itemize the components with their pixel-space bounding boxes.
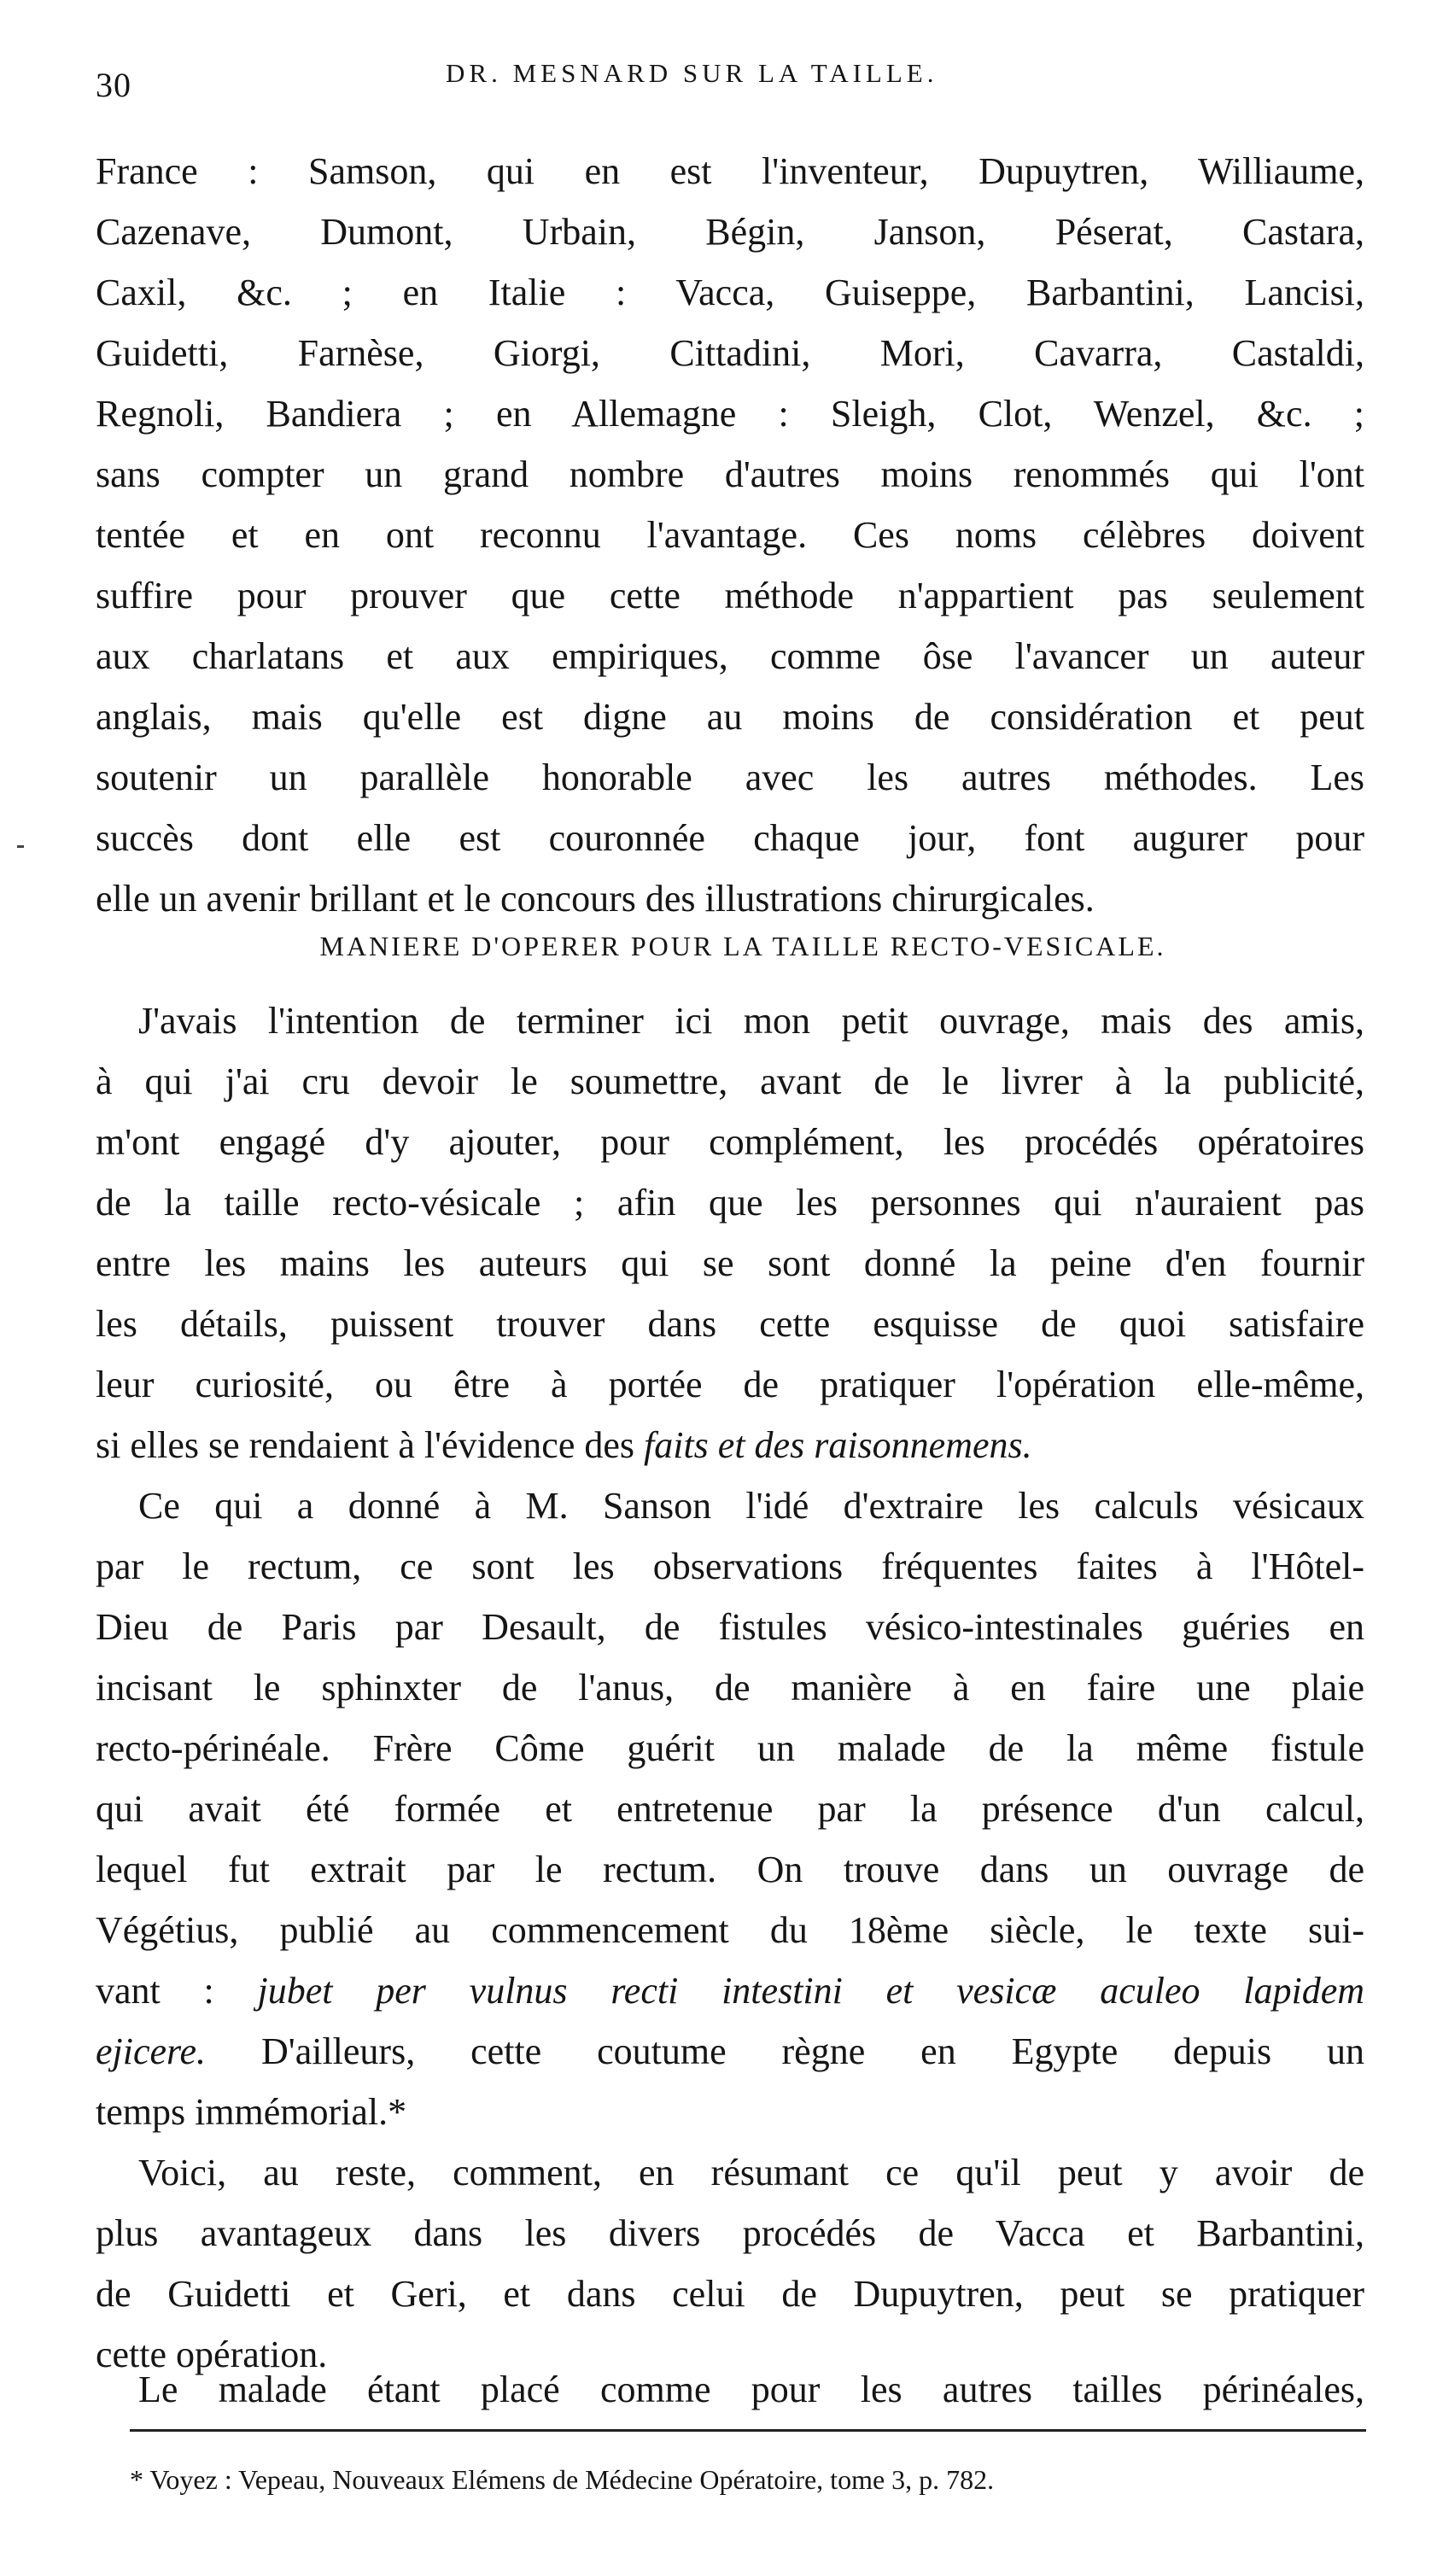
latin-quote: jubet per vulnus recti intestini et vesicæ aculeo lapidem <box>257 1970 1364 2012</box>
text-line: plus avantageux dans les divers procédés de Vacca et Barbantini, <box>96 2212 1364 2254</box>
section-heading: MANIERE D'OPERER POUR LA TAILLE RECTO-VESICALE. <box>319 931 1166 961</box>
text-line: de la taille recto-vésicale ; afin que les personnes qui n'auraient pas <box>96 1182 1364 1224</box>
latin-quote: ejicere. <box>96 2030 207 2072</box>
page-number: 30 <box>96 66 131 104</box>
paragraph-summary <box>96 2142 1364 2385</box>
text-line: suffire pour prouver que cette méthode n'appartient pas seulement <box>96 575 1364 616</box>
line-roman: vant : <box>96 1970 258 2012</box>
text-line: à qui j'ai cru devoir le soumettre, avant de le livrer à la publicité, <box>96 1060 1364 1102</box>
page-header <box>96 58 1366 118</box>
text-line: succès dont elle est couronnée chaque jour, font augurer pour <box>96 817 1364 859</box>
text-line: sans compter un grand nombre d'autres moins renommés qui l'ont <box>96 453 1364 495</box>
text-line: Regnoli, Bandiera ; en Allemagne : Sleigh, Clot, Wenzel, &c. ; <box>96 393 1364 435</box>
text-line: elle un avenir brillant et le concours des illustrations chirurgicales. <box>96 878 1095 920</box>
footnote-rule <box>130 2429 1366 2432</box>
text-line: qui avait été formée et entretenue par la présence d'un calcul, <box>96 1788 1364 1830</box>
text-line: Voici, au reste, comment, en résumant ce qu'il peut y avoir de <box>138 2152 1364 2193</box>
text-line: entre les mains les auteurs qui se sont donné la peine d'en fournir <box>96 1242 1364 1284</box>
text-line: les détails, puissent trouver dans cette esquisse de quoi satisfaire <box>96 1303 1364 1345</box>
text-line: cette opération. <box>96 2334 328 2375</box>
text-line: Cazenave, Dumont, Urbain, Bégin, Janson, Péserat, Castara, <box>96 211 1364 253</box>
text-line: incisant le sphinxter de l'anus, de manière à en faire une plaie <box>96 1667 1364 1709</box>
text-line: lequel fut extrait par le rectum. On trouve dans un ouvrage de <box>96 1849 1364 1890</box>
line-roman: si elles se rendaient à l'évidence des <box>96 1424 644 1466</box>
running-title: DR. MESNARD SUR LA TAILLE. <box>446 58 938 88</box>
text-line: leur curiosité, ou être à portée de pratiquer l'opération elle-même, <box>96 1364 1364 1405</box>
text-line: Ce qui a donné à M. Sanson l'idé d'extraire les calculs vésicaux <box>138 1485 1364 1527</box>
text-line <box>96 2021 1364 2082</box>
text-line: temps immémorial.* <box>96 2091 407 2133</box>
text-line: recto-périnéale. Frère Côme guérit un malade de la même fistule <box>96 1727 1364 1769</box>
text-line: Végétius, publié au commencement du 18ème siècle, le texte sui- <box>96 1909 1364 1951</box>
line-roman: D'ailleurs, cette coutume règne en Egypte depuis un <box>206 2030 1364 2072</box>
text-line <box>96 1415 1364 1475</box>
paragraph-history <box>96 1475 1364 2142</box>
text-line <box>96 1960 1364 2021</box>
text-line: anglais, mais qu'elle est digne au moins de considération et peut <box>96 696 1364 738</box>
text-line: Caxil, &c. ; en Italie : Vacca, Guiseppe, Barbantini, Lancisi, <box>96 272 1364 313</box>
text-line: J'avais l'intention de terminer ici mon petit ouvrage, mais des amis, <box>138 1000 1364 1042</box>
footnote: * Voyez : Vepeau, Nouveaux Elémens de Médecine Opératoire, tome 3, p. 782. <box>130 2464 995 2495</box>
text-line: aux charlatans et aux empiriques, comme ôse l'avancer un auteur <box>96 635 1364 677</box>
paragraph-procedure <box>96 2359 1364 2420</box>
text-line: m'ont engagé d'y ajouter, pour complément, les procédés opératoires <box>96 1121 1364 1163</box>
text-line: soutenir un parallèle honorable avec les autres méthodes. Les <box>96 756 1364 798</box>
text-line: Guidetti, Farnèse, Giorgi, Cittadini, Mori, Cavarra, Castaldi, <box>96 332 1364 374</box>
text-line: par le rectum, ce sont les observations fréquentes faites à l'Hôtel- <box>96 1545 1364 1587</box>
text-line: Le malade étant placé comme pour les autres tailles périnéales, <box>138 2369 1364 2410</box>
text-line: France : Samson, qui en est l'inventeur, Dupuytren, Williaume, <box>96 150 1364 192</box>
text-line: de Guidetti et Geri, et dans celui de Dupuytren, peut se pratiquer <box>96 2273 1364 2315</box>
margin-mark <box>17 845 24 848</box>
text-line: tentée et en ont reconnu l'avantage. Ces noms célèbres doivent <box>96 514 1364 556</box>
text-line: Dieu de Paris par Desault, de fistules vésico-intestinales guéries en <box>96 1606 1364 1648</box>
paragraph-intro <box>96 990 1364 1475</box>
paragraph-names-list <box>96 141 1364 929</box>
line-italic: faits et des raisonnemens. <box>644 1424 1032 1466</box>
